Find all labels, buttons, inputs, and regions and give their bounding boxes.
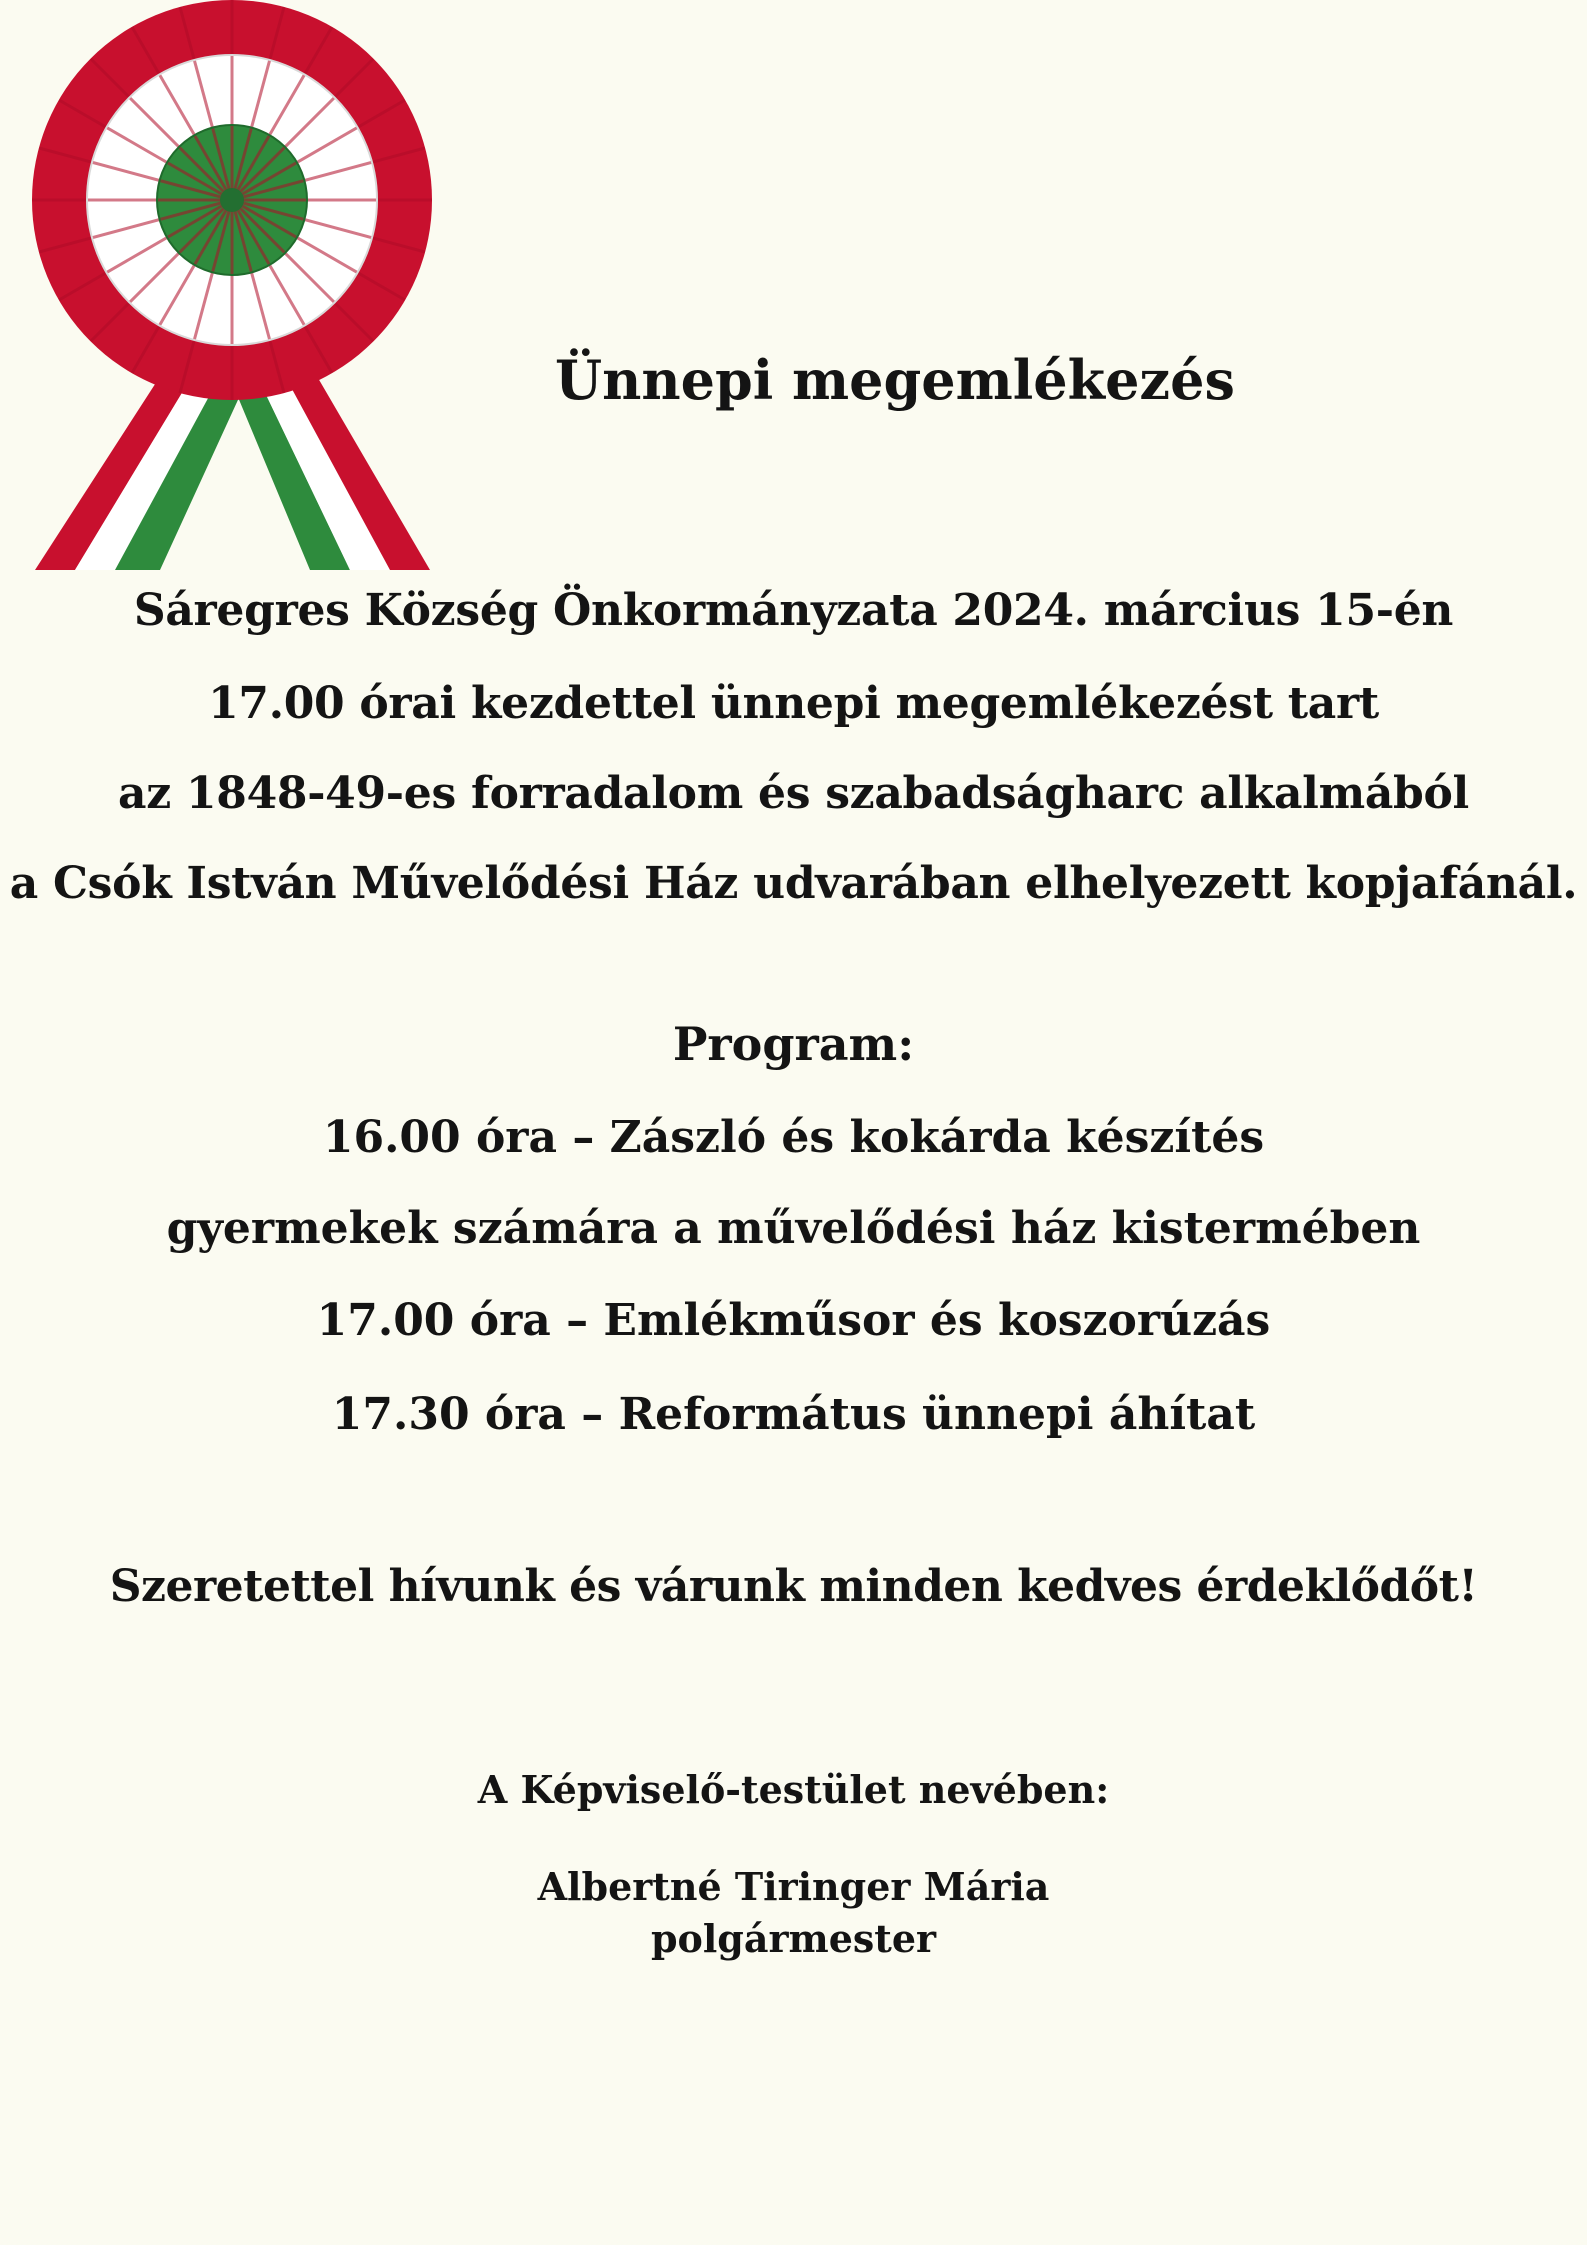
page-title: Ünnepi megemlékezés <box>555 348 1235 412</box>
program-item-4: 17.30 óra – Református ünnepi áhítat <box>331 1389 1256 1440</box>
signature-role: polgármester <box>650 1916 937 1961</box>
hungarian-cockade-icon <box>20 0 440 570</box>
signature-on-behalf: A Képviselő-testület nevében: <box>477 1767 1110 1812</box>
intro-line-1: Sáregres Község Önkormányzata 2024. március 15-én <box>133 585 1454 636</box>
program-item-1: 16.00 óra – Zászló és kokárda készítés <box>322 1112 1265 1163</box>
intro-line-2: 17.00 órai kezdettel ünnepi megemlékezést tart <box>208 678 1379 729</box>
program-item-3: 17.00 óra – Emlékműsor és koszorúzás <box>316 1295 1271 1346</box>
program-heading: Program: <box>672 1017 915 1071</box>
program-item-2: gyermekek számára a művelődési ház kistermében <box>166 1203 1421 1254</box>
intro-line-4: a Csók István Művelődési Ház udvarában elhelyezett kopjafánál. <box>9 858 1578 909</box>
invitation-text: Szeretettel hívunk és várunk minden kedves érdeklődőt! <box>109 1561 1478 1612</box>
cockade-rosette <box>32 0 432 400</box>
intro-line-3: az 1848-49-es forradalom és szabadságharc alkalmából <box>118 768 1469 819</box>
signature-name: Albertné Tiringer Mária <box>537 1864 1050 1909</box>
